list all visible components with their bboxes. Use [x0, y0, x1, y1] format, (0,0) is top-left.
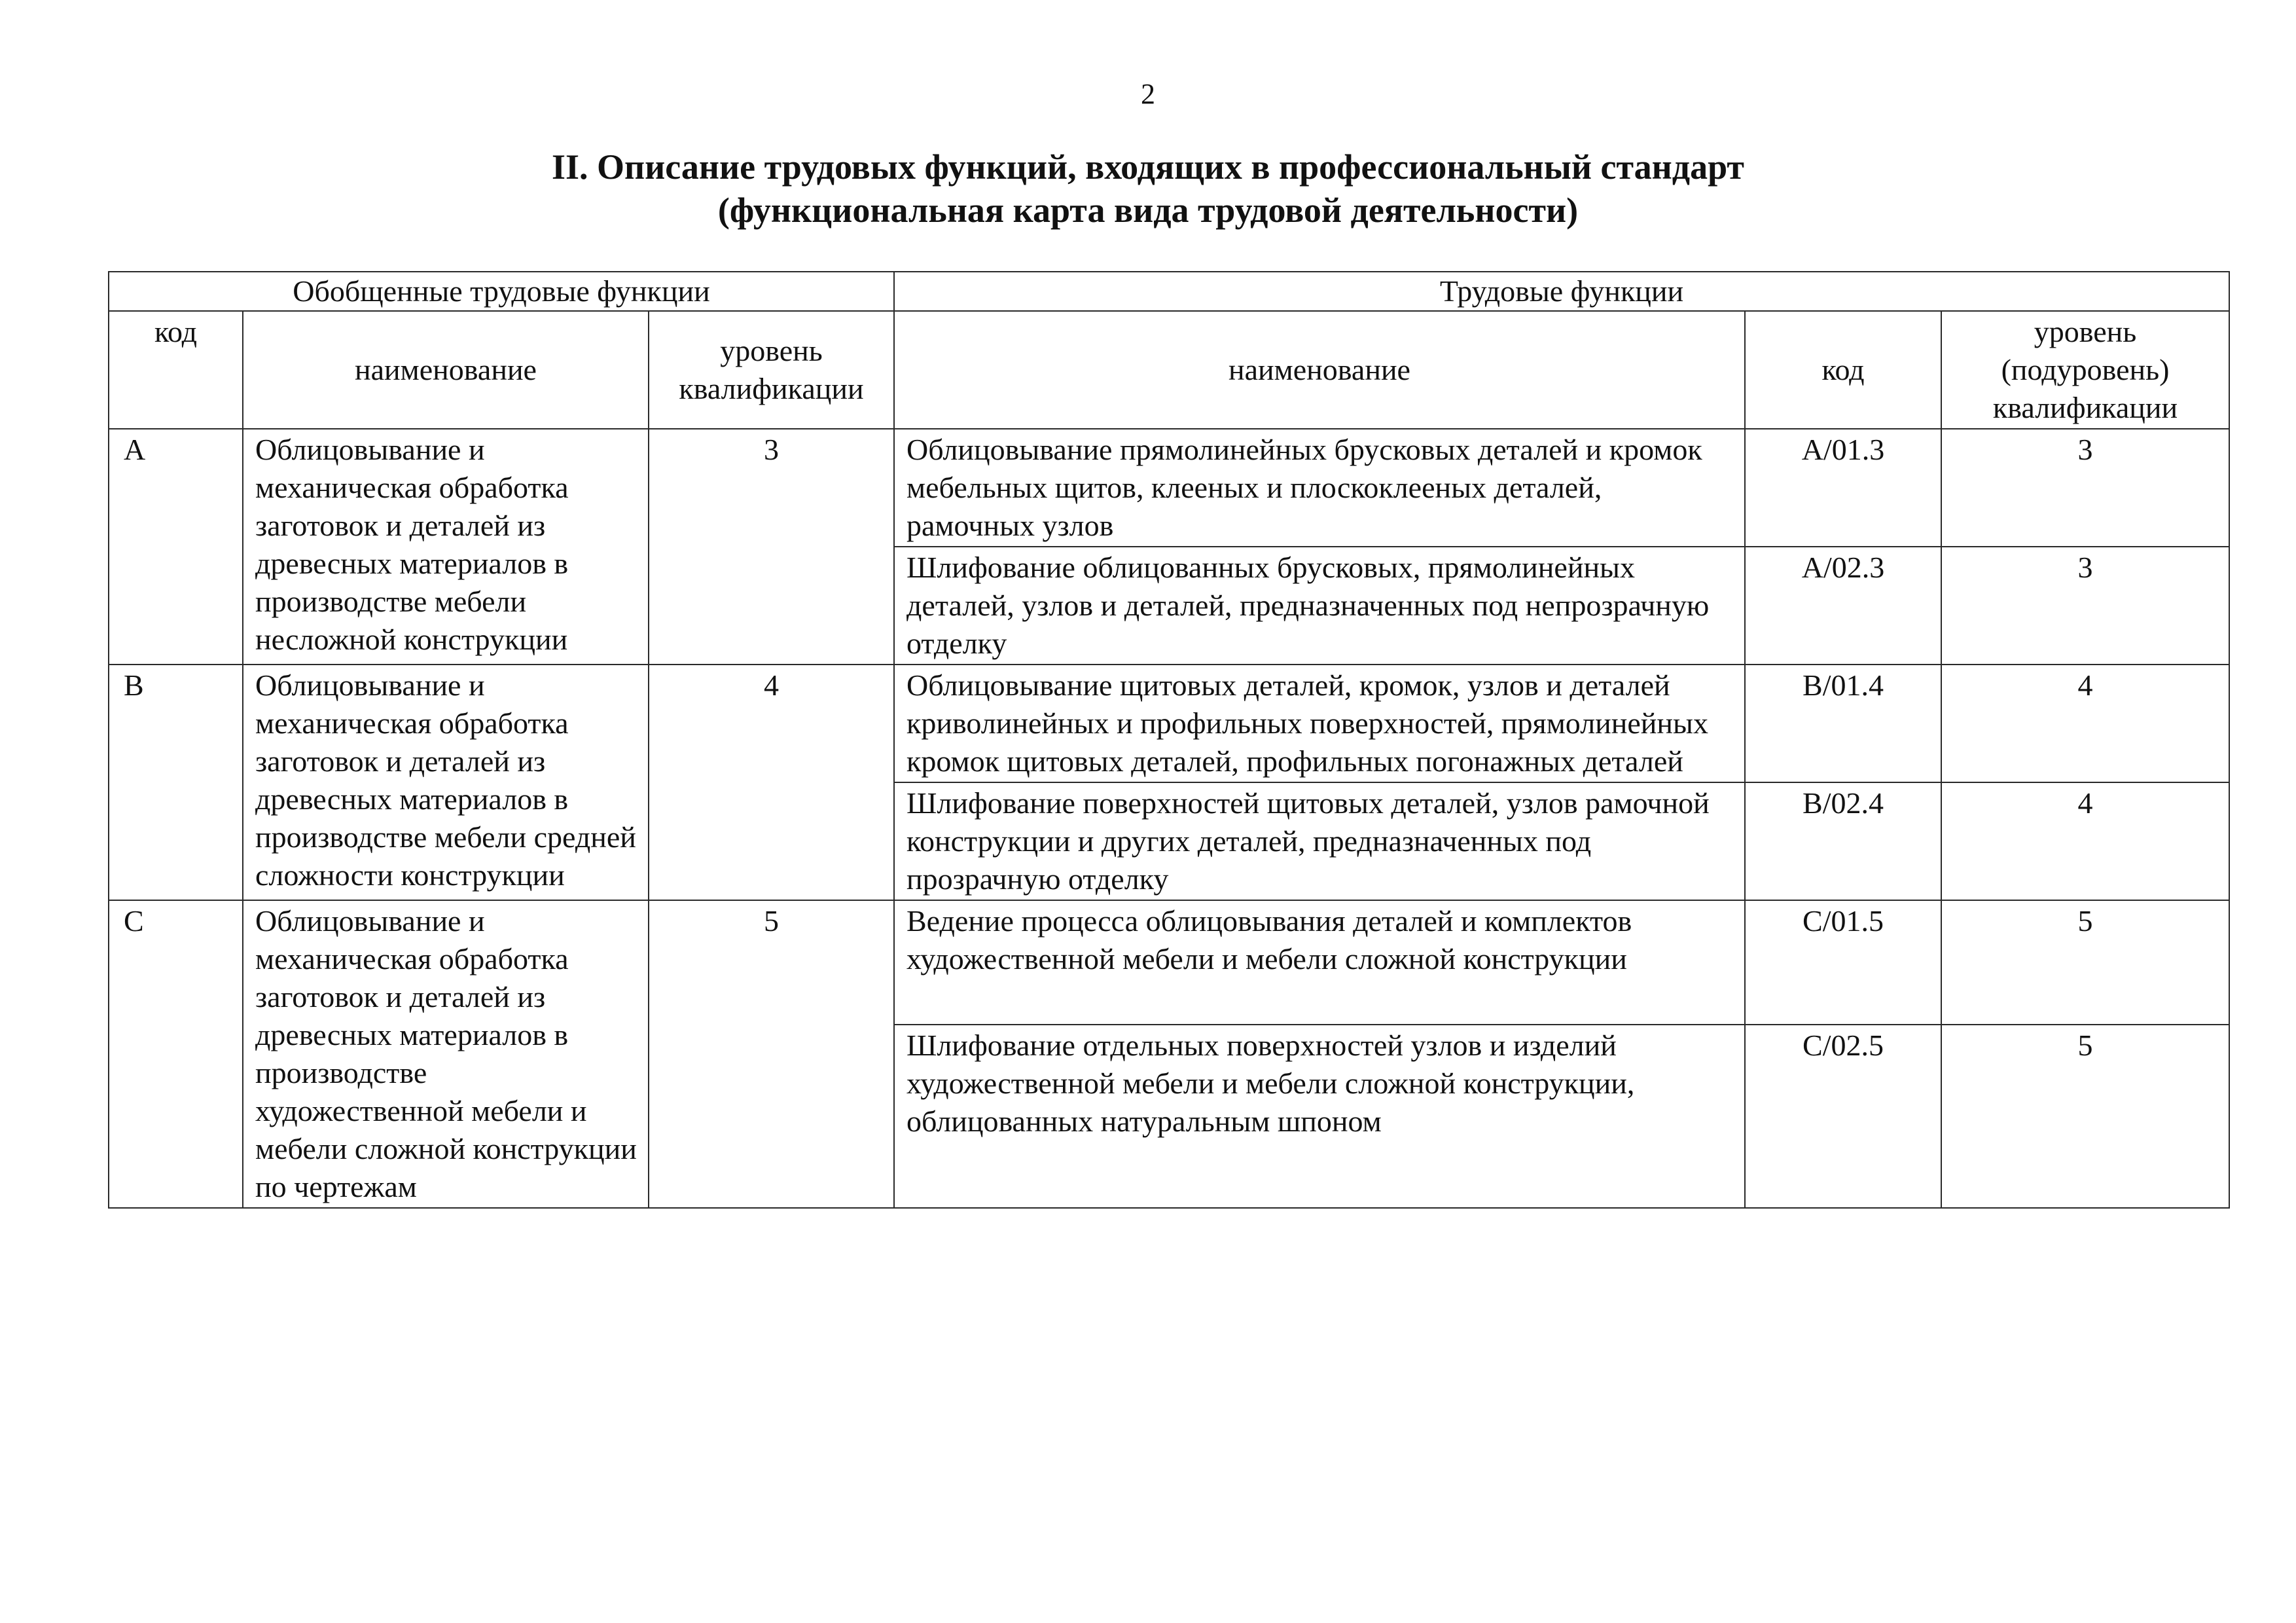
gtf-name-cell: Облицовывание и механическая обработка заготовок и деталей из древесных материалов в производстве мебели несложной конструкции [243, 429, 649, 665]
gtf-code-header: код [109, 311, 243, 429]
tf-level-cell: 3 [1941, 547, 2229, 665]
tf-name-header: наименование [894, 311, 1745, 429]
tf-name-cell: Шлифование поверхностей щитовых деталей, узлов рамочной конструкции и других деталей, предназначенных под прозрачную отделку [894, 782, 1745, 900]
tf-level-cell: 4 [1941, 665, 2229, 782]
tf-code-header: код [1745, 311, 1941, 429]
tf-code-cell: A/02.3 [1745, 547, 1941, 665]
gtf-name-header: наименование [243, 311, 649, 429]
tf-name-cell: Шлифование облицованных брусковых, прямолинейных деталей, узлов и деталей, предназначенных под непрозрачную отделку [894, 547, 1745, 665]
generalized-functions-header: Обобщенные трудовые функции [109, 272, 894, 311]
tf-level-cell: 5 [1941, 1025, 2229, 1208]
gtf-level-cell: 4 [649, 665, 894, 900]
gtf-level-header: уровень квалификации [649, 311, 894, 429]
page-title [0, 145, 2296, 232]
column-header-row [109, 311, 2229, 429]
functional-map-table [108, 271, 2230, 1209]
tf-code-cell: B/01.4 [1745, 665, 1941, 782]
tf-level-cell: 3 [1941, 429, 2229, 547]
page-title-line-1: II. Описание трудовых функций, входящих в профессиональный стандарт [552, 147, 1744, 187]
table-row [109, 429, 2229, 547]
table-row [109, 665, 2229, 782]
gtf-name-cell: Облицовывание и механическая обработка заготовок и деталей из древесных материалов в производстве художественной мебели и мебели сложной конструкции по чертежам [243, 900, 649, 1208]
tf-level-cell: 4 [1941, 782, 2229, 900]
tf-code-cell: A/01.3 [1745, 429, 1941, 547]
gtf-level-cell: 5 [649, 900, 894, 1208]
group-header-row [109, 272, 2229, 311]
labor-functions-header: Трудовые функции [894, 272, 2229, 311]
gtf-level-cell: 3 [649, 429, 894, 665]
page-title-line-2: (функциональная карта вида трудовой деятельности) [717, 191, 1579, 230]
tf-name-cell: Облицовывание щитовых деталей, кромок, узлов и деталей криволинейных и профильных поверхностей, прямолинейных кромок щитовых деталей, профильных погонажных деталей [894, 665, 1745, 782]
gtf-name-cell: Облицовывание и механическая обработка заготовок и деталей из древесных материалов в производстве мебели средней сложности конструкции [243, 665, 649, 900]
tf-level-header: уровень (подуровень) квалификации [1941, 311, 2229, 429]
gtf-code-cell: B [109, 665, 243, 900]
tf-name-cell: Шлифование отдельных поверхностей узлов и изделий художественной мебели и мебели сложной конструкции, облицованных натуральным шпоном [894, 1025, 1745, 1208]
table-row [109, 900, 2229, 1025]
page-number: 2 [1141, 78, 1155, 110]
gtf-code-cell: A [109, 429, 243, 665]
tf-name-cell: Облицовывание прямолинейных брусковых деталей и кромок мебельных щитов, клееных и плоскоклееных деталей, рамочных узлов [894, 429, 1745, 547]
tf-code-cell: B/02.4 [1745, 782, 1941, 900]
gtf-code-cell: C [109, 900, 243, 1208]
tf-name-cell: Ведение процесса облицовывания деталей и комплектов художественной мебели и мебели сложной конструкции [894, 900, 1745, 1025]
tf-level-cell: 5 [1941, 900, 2229, 1025]
tf-code-cell: C/02.5 [1745, 1025, 1941, 1208]
tf-code-cell: C/01.5 [1745, 900, 1941, 1025]
